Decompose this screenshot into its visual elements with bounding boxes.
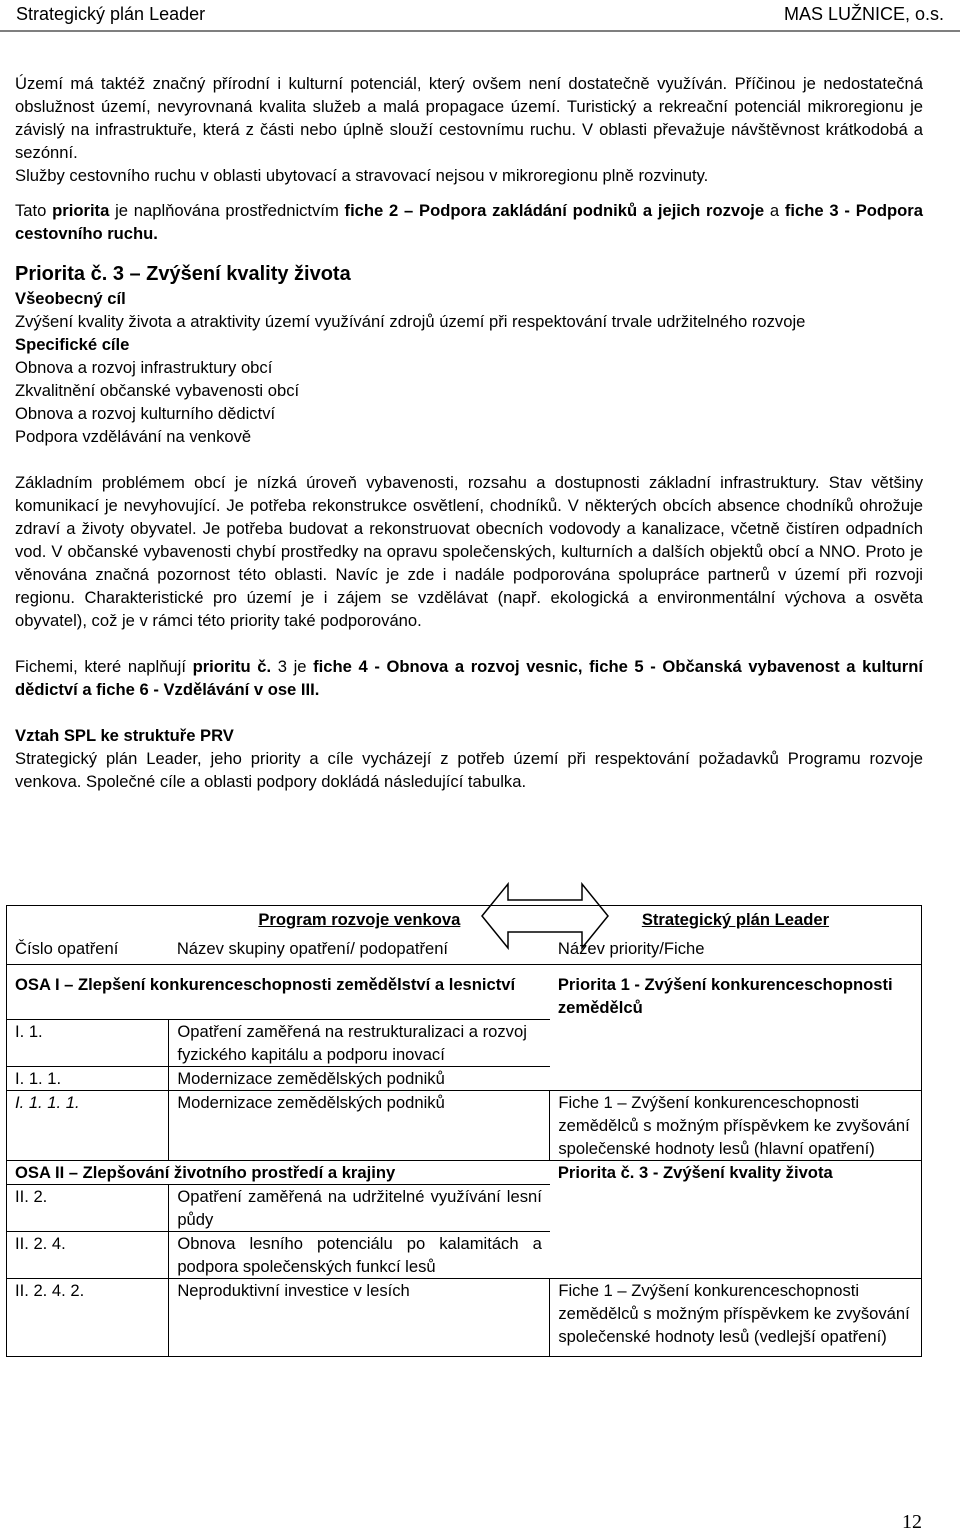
fiche-paragraph: Fichemi, které naplňují prioritu č. 3 je fiche 4 - Obnova a rozvoj vesnic, fiche 5 - Občanská vybavenost a kulturní dědictví a fiche 6 - Vzdělávání v ose III.: [15, 657, 923, 699]
header-right-title: MAS LUŽNICE, o.s.: [783, 4, 944, 24]
column-header: Název skupiny opatření/ podopatření: [169, 935, 550, 965]
relation-heading: Vztah SPL ke struktuře PRV: [15, 726, 234, 745]
relation-text: Strategický plán Leader, jeho priority a cíle vycházejí z potřeb území při respektování požadavků Programu rozvoje venkova. Společné cíle a oblasti podpory dokládá následující tabulka.: [15, 749, 923, 791]
prv-spl-table: [6, 905, 922, 1357]
specific-goal-item: Obnova a rozvoj infrastruktury obcí: [15, 358, 273, 377]
priority-title: Priorita č. 3 – Zvýšení kvality života: [15, 263, 351, 285]
document-body: [15, 72, 923, 793]
table-row: OSA II – Zlepšování životního prostředí a krajiny Priorita č. 3 - Zvýšení kvality života: [7, 1160, 922, 1184]
table-row: OSA I – Zlepšení konkurenceschopnosti zemědělství a lesnictví Priorita 1 - Zvýšení konkurenceschopnosti zemědělců: [7, 965, 922, 1020]
table-head-prv: Program rozvoje venkova: [258, 910, 461, 929]
page-number: 12: [902, 1511, 922, 1533]
table-row: II. 2. 4. 2. Neproduktivní investice v lesích Fiche 1 – Zvýšení konkurenceschopnosti zemědělců s možným příspěvkem ke zvyšování společenské hodnoty lesů (vedlejší opatření): [7, 1278, 922, 1356]
column-header: Název priority/Fiche: [550, 935, 922, 965]
table-head-spl: Strategický plán Leader: [641, 910, 830, 929]
column-header: Číslo opatření: [7, 935, 169, 965]
specific-goal-item: Obnova a rozvoj kulturního dědictví: [15, 404, 276, 423]
intro-paragraph-3: Tato priorita je naplňována prostřednictvím fiche 2 – Podpora zakládání podniků a jejich rozvoje a fiche 3 - Podpora cestovního ruchu.: [15, 201, 923, 243]
table-row: II. 2. 4. Obnova lesního potenciálu po kalamitách a podpora společenských funkcí lesů: [7, 1231, 922, 1278]
general-goal-text: Zvýšení kvality života a atraktivity území využívání zdrojů území při respektování trvale udržitelného rozvoje: [15, 312, 806, 331]
specific-goal-item: Podpora vzdělávání na venkově: [15, 427, 252, 446]
intro-paragraph-2: Služby cestovního ruchu v oblasti ubytovací a stravovací nejsou v mikroregionu plně rozvinuty.: [15, 166, 709, 185]
specific-goals-heading: Specifické cíle: [15, 335, 130, 354]
table-row: II. 2. Opatření zaměřená na udržitelné využívání lesní půdy: [7, 1184, 922, 1231]
table-row: I. 1. 1. Modernizace zemědělských podniků: [7, 1066, 922, 1090]
intro-paragraph-1: Území má taktéž značný přírodní i kulturní potenciál, který ovšem není dostatečně využíván. Příčinou je nedostatečná obslužnost území, nevyrovnaná kvalita služeb a malá propagace území. Turistický a rekreační potenciál mikroregionu je závislý na infrastruktuře, která z části nebo úplně slouží cestovnímu ruchu. V oblasti převažuje návštěvnost krátkodobá a sezónní.: [15, 74, 923, 162]
specific-goal-item: Zkvalitnění občanské vybavenosti obcí: [15, 381, 300, 400]
table-row: I. 1. Opatření zaměřená na restrukturalizaci a rozvoj fyzického kapitálu a podporu inovací: [7, 1019, 922, 1066]
priority-body-text: Základním problémem obcí je nízká úroveň vybavenosti, rozsahu a dostupnosti základní infrastruktury. Stav většiny komunikací je nevyhovující. Je potřeba rekonstrukce osvětlení, chodníků. V některých obcích absence chodníků ohrožuje zdraví a životy obyvatel. Je potřeba budovat a rekonstruovat obecních vodovody a kanalizace, včetně čistíren odpadních vod. V občanské vybavenosti chybí prostředky na opravu společenských, kulturních a dalších objektů obcí a NNO. Proto je věnována značná pozornost této oblasti. Navíc je zde i nadále podporována spolupráce partnerů v území při rozvoji regionu. Charakteristické pro území je i zájem se vzdělávat (např. ekologická a environmentální výchova a osvěta obyvatel), což je v rámci této priority také podporováno.: [15, 473, 923, 630]
header-left-title: Strategický plán Leader: [16, 4, 206, 24]
page-header: [0, 0, 960, 34]
general-goal-heading: Všeobecný cíl: [15, 289, 126, 308]
header-rule: [0, 30, 960, 32]
table-row: I. 1. 1. 1. Modernizace zemědělských podniků Fiche 1 – Zvýšení konkurenceschopnosti zemědělců s možným příspěvkem ke zvyšování společenské hodnoty lesů (hlavní opatření): [7, 1090, 922, 1160]
